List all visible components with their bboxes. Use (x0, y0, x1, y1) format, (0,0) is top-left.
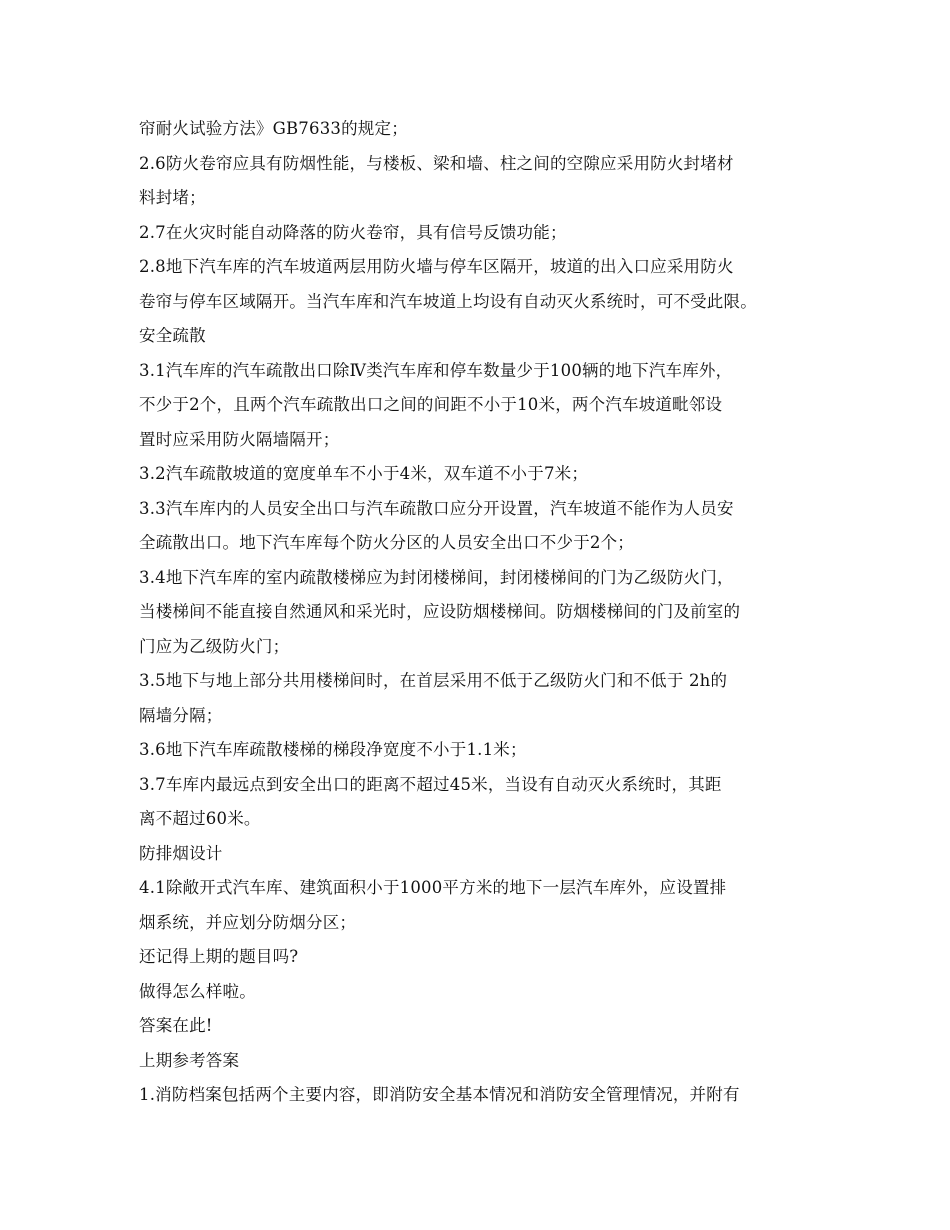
text-line: 烟系统，并应划分防烟分区； (139, 912, 357, 932)
text-line: 卷帘与停车区域隔开。当汽车库和汽车坡道上均设有自动灭火系统时，可不受此限。 (139, 291, 757, 311)
text-line: 不少于2个，且两个汽车疏散出口之间的间距不小于10米，两个汽车坡道毗邻设 (139, 395, 723, 414)
text-line: 置时应采用防火隔墙隔开； (139, 429, 340, 449)
document-body (139, 112, 829, 1113)
text-line: 料封堵； (139, 188, 206, 207)
text-line: 离不超过60米。 (139, 809, 261, 828)
text-line: 3.3汽车库内的人员安全出口与汽车疏散口应分开设置，汽车坡道不能作为人员安 (139, 498, 734, 518)
text-line: 2.7在火灾时能自动降落的防火卷帘，具有信号反馈功能； (139, 222, 567, 242)
text-line: 答案在此! (139, 1016, 213, 1035)
text-line: 2.8地下汽车库的汽车坡道两层用防火墙与停车区隔开，坡道的出入口应采用防火 (139, 257, 734, 276)
text-line: 还记得上期的题目吗? (139, 947, 299, 966)
section-heading-reference-answers: 上期参考答案 (139, 1050, 240, 1070)
text-line: 3.2汽车疏散坡道的宽度单车不小于4米，双车道不小于7米； (139, 464, 589, 483)
text-line: 3.5地下与地上部分共用楼梯间时，在首层采用不低于乙级防火门和不低于 2h的 (139, 671, 728, 690)
text-line: 3.7车库内最远点到安全出口的距离不超过45米，当设有自动灭火系统时，其距 (139, 774, 722, 794)
section-heading-safe-evacuation: 安全疏散 (139, 326, 206, 345)
text-line: 隔墙分隔； (139, 705, 223, 725)
text-line: 门应为乙级防火门； (139, 636, 290, 656)
text-line: 3.4地下汽车库的室内疏散楼梯应为封闭楼梯间，封闭楼梯间的门为乙级防火门， (139, 567, 734, 587)
text-line: 帘耐火试验方法》GB7633的规定； (139, 119, 408, 138)
text-line: 全疏散出口。地下汽车库每个防火分区的人员安全出口不少于2个； (139, 533, 634, 552)
text-line: 做得怎么样啦。 (139, 981, 256, 1001)
text-line: 3.1汽车库的汽车疏散出口除Ⅳ类汽车库和停车数量少于100辆的地下汽车库外， (139, 360, 733, 380)
text-line: 3.6地下汽车库疏散楼梯的梯段净宽度不小于1.1米； (139, 740, 527, 759)
text-line: 当楼梯间不能直接自然通风和采光时，应设防烟楼梯间。防烟楼梯间的门及前室的 (139, 602, 741, 621)
text-line: 4.1除敞开式汽车库、建筑面积小于1000平方米的地下一层汽车库外，应设置排 (139, 878, 727, 897)
text-line: 2.6防火卷帘应具有防烟性能，与楼板、梁和墙、柱之间的空隙应采用防火封堵材 (139, 153, 734, 173)
text-line: 1.消防档案包括两个主要内容，即消防安全基本情况和消防安全管理情况，并附有 (139, 1085, 740, 1104)
section-heading-smoke-control: 防排烟设计 (139, 843, 223, 863)
